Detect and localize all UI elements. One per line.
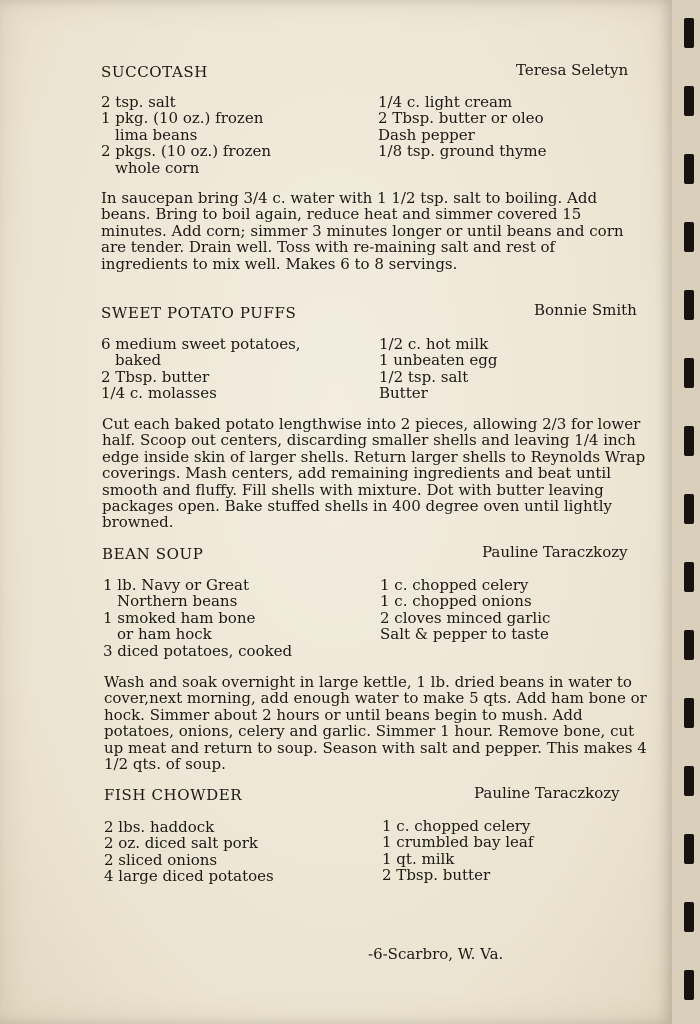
ingredient: 6 medium sweet potatoes, (101, 335, 301, 353)
ingredient: 2 pkgs. (10 oz.) frozen (101, 142, 272, 161)
ingredient: 1 qt. milk (382, 849, 455, 868)
binding-ring (684, 902, 694, 932)
ingredient: or ham hock (117, 625, 212, 644)
ingredients-left (101, 336, 301, 402)
binding-ring (684, 222, 694, 252)
recipe-directions: In saucepan bring 3/4 c. water with 1 1/2 tsp. salt to boiling. Add beans. Bring to boil again, reduce heat and simmer covered 15 minutes. Add corn; simmer 3 minutes longer or until beans and corn are tender. Drain well. Toss with re-maining salt and rest of ingredients to mix well. Makes 6 to 8 servings. (101, 189, 624, 273)
ingredient: 2 oz. diced salt pork (104, 834, 258, 853)
recipe-title: SWEET POTATO PUFFS (101, 304, 297, 322)
ingredients-right (382, 818, 533, 884)
ingredient: 2 sliced onions (104, 850, 218, 869)
ingredient: 1 pkg. (10 oz.) frozen (101, 109, 264, 128)
binding-ring (684, 562, 694, 592)
ingredient: baked (115, 351, 162, 370)
ingredient: 2 tsp. salt (101, 93, 176, 111)
ingredient: 1/2 tsp. salt (379, 367, 469, 386)
binding-ring (684, 358, 694, 388)
binding-ring (684, 970, 694, 1000)
ingredient: lima beans (115, 125, 198, 144)
binding-ring (684, 766, 694, 796)
ingredients-left (101, 94, 271, 176)
recipe-author: Teresa Seletyn (516, 61, 629, 79)
binding-ring (684, 18, 694, 48)
ingredient: Butter (379, 384, 428, 403)
ingredient: 1 crumbled bay leaf (382, 833, 534, 852)
recipe-title: FISH CHOWDER (104, 786, 243, 804)
ingredient: 1/4 c. light cream (378, 93, 513, 111)
recipe-title: SUCCOTASH (101, 63, 208, 81)
binding-ring (684, 426, 694, 456)
ingredient: Northern beans (117, 592, 238, 611)
ingredient: 2 Tbsp. butter (382, 866, 491, 885)
ingredient: 1 c. chopped celery (380, 576, 529, 594)
recipe-title: BEAN SOUP (102, 545, 204, 563)
recipe-author: Pauline Taraczkozy (482, 543, 628, 561)
ingredient: 2 Tbsp. butter (101, 367, 210, 386)
ingredient: 4 large diced potatoes (104, 867, 274, 886)
ingredient: Salt & pepper to taste (380, 625, 549, 644)
binding-ring (684, 290, 694, 320)
ingredient: 1/4 c. molasses (101, 384, 217, 403)
ingredient: 2 cloves minced garlic (380, 608, 551, 627)
ingredient: 1/8 tsp. ground thyme (378, 142, 547, 161)
binding-ring (684, 698, 694, 728)
ingredient: 1 c. chopped onions (380, 592, 532, 611)
binding-ring (684, 834, 694, 864)
ingredient: 1/2 c. hot milk (379, 335, 489, 353)
ingredient: 1 unbeaten egg (379, 351, 498, 370)
ingredients-left (104, 819, 274, 885)
ingredient: 1 c. chopped celery (382, 817, 531, 835)
ingredients-right (380, 577, 550, 643)
binding-ring (684, 630, 694, 660)
recipe-author: Pauline Taraczkozy (474, 784, 620, 802)
page-footer: -6-Scarbro, W. Va. (368, 945, 504, 963)
binding-ring (684, 494, 694, 524)
recipe-author: Bonnie Smith (534, 301, 637, 319)
recipe-directions: Wash and soak overnight in large kettle, 1 lb. dried beans in water to cover,next morning, add enough water to make 5 qts. Add ham bone or hock. Simmer about 2 hours or until beans begin to mush. Add potatoes, onions, celery and garlic. Simmer 1 hour. Remove bone, cut up meat and return to soup. Season with salt and pepper. This makes 4 1/2 qts. of soup. (104, 673, 647, 774)
ingredient: 3 diced potatoes, cooked (103, 641, 293, 660)
ingredient: whole corn (115, 158, 200, 177)
ingredients-right (379, 336, 497, 402)
recipe-directions: Cut each baked potato lengthwise into 2 pieces, allowing 2/3 for lower half. Scoop out centers, discarding smaller shells and leaving 1/4 inch edge inside skin of larger shells. Return larger shells to Reynolds Wrap coverings. Mash centers, add remaining ingredients and beat until smooth and fluffy. Fill shells with mixture. Dot with butter leaving packages open. Bake stuffed shells in 400 degree oven until lightly browned. (102, 415, 646, 532)
ingredients-left (103, 577, 292, 659)
binding-ring (684, 86, 694, 116)
ingredient: Dash pepper (378, 125, 475, 144)
ingredient: 2 lbs. haddock (104, 818, 215, 836)
binding-ring (684, 154, 694, 184)
ingredient: 1 lb. Navy or Great (103, 576, 250, 594)
ingredient: 1 smoked ham bone (103, 608, 256, 627)
ingredients-right (378, 94, 547, 160)
ingredient: 2 Tbsp. butter or oleo (378, 109, 544, 128)
